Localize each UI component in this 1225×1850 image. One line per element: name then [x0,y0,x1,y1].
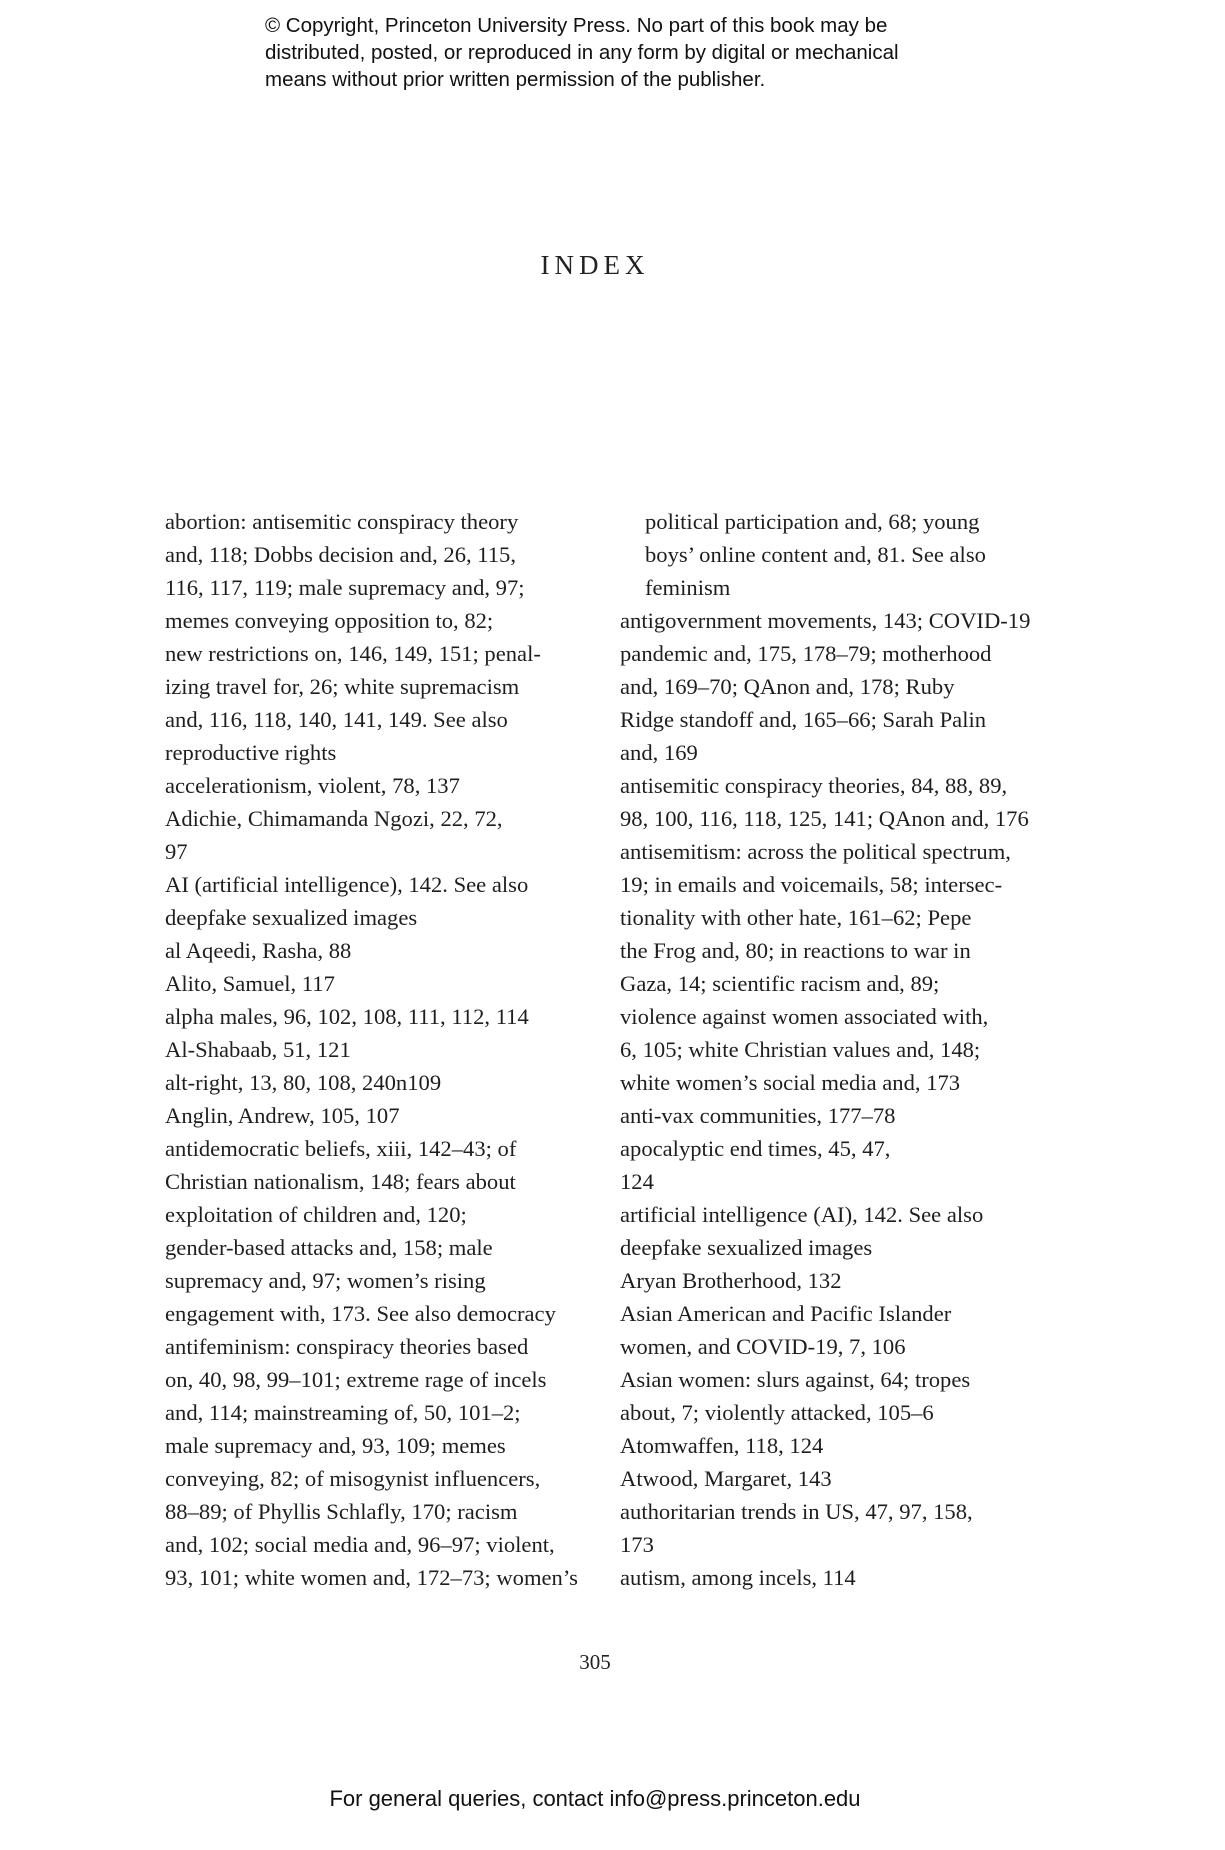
index-line: exploitation of children and, 120; [165,1202,467,1227]
index-entry [165,1000,585,1033]
index-entry [620,1198,1040,1264]
index-line: apocalyptic end times, 45, 47, [620,1136,891,1161]
index-line: and, 114; mainstreaming of, 50, 101–2; [165,1400,521,1425]
index-line: deepfake sexualized images [620,1235,873,1260]
index-line: and, 102; social media and, 96–97; violent, [165,1532,555,1557]
index-line: abortion: antisemitic conspiracy theory [165,509,519,534]
copyright-notice [265,12,1025,93]
index-entry [620,1264,1040,1297]
index-line: white women’s social media and, 173 [620,1070,961,1095]
index-line: Atwood, Margaret, 143 [620,1466,832,1491]
index-line: 19; in emails and voicemails, 58; intersec- [620,872,1003,897]
index-line: 173 [620,1532,654,1557]
index-line: Anglin, Andrew, 105, 107 [165,1103,400,1128]
index-line: pandemic and, 175, 178–79; motherhood [620,641,992,666]
index-entry [620,1561,1040,1594]
index-line: about, 7; violently attacked, 105–6 [620,1400,934,1425]
index-line: gender-based attacks and, 158; male [165,1235,493,1260]
index-line: antigovernment movements, 143; COVID-19 [620,608,1031,633]
index-entry [165,934,585,967]
index-line: 6, 105; white Christian values and, 148; [620,1037,981,1062]
index-entry [165,967,585,1000]
index-line: 124 [620,1169,654,1194]
index-entry [165,868,585,934]
index-line: antidemocratic beliefs, xiii, 142–43; of [165,1136,517,1161]
index-entry [620,1495,1040,1561]
index-entry [620,1429,1040,1462]
index-line: Alito, Samuel, 117 [165,971,335,996]
index-line: the Frog and, 80; in reactions to war in [620,938,971,963]
index-line: Aryan Brotherhood, 132 [620,1268,842,1293]
index-line: accelerationism, violent, 78, 137 [165,773,460,798]
index-line: new restrictions on, 146, 149, 151; penal- [165,641,541,666]
index-line: Gaza, 14; scientific racism and, 89; [620,971,940,996]
copyright-line: distributed, posted, or reproduced in any form by digital or mechanical [265,41,899,64]
index-entry [165,1330,585,1594]
index-line: 97 [165,839,188,864]
index-line: deepfake sexualized images [165,905,418,930]
index-entry-continuation [620,505,1040,604]
index-entry [620,1132,1040,1198]
copyright-line: © Copyright, Princeton University Press. No part of this book may be [265,14,888,37]
index-line: Asian women: slurs against, 64; tropes [620,1367,971,1392]
index-line: conveying, 82; of misogynist influencers, [165,1466,541,1491]
index-line: and, 169–70; QAnon and, 178; Ruby [620,674,955,699]
index-line: women, and COVID-19, 7, 106 [620,1334,906,1359]
index-line: feminism [645,575,731,600]
index-entry [620,1099,1040,1132]
index-line: al Aqeedi, Rasha, 88 [165,938,352,963]
index-entry [620,835,1040,1099]
index-entry [620,1462,1040,1495]
index-entry [620,1363,1040,1429]
index-entry [165,1099,585,1132]
index-entry [620,1297,1040,1363]
index-line: Christian nationalism, 148; fears about [165,1169,516,1194]
index-line: Ridge standoff and, 165–66; Sarah Palin [620,707,987,732]
index-column-left [165,505,585,1594]
index-entry [165,769,585,802]
index-line: authoritarian trends in US, 47, 97, 158, [620,1499,973,1524]
index-line: supremacy and, 97; women’s rising [165,1268,486,1293]
index-entry [620,604,1040,769]
index-line: 98, 100, 116, 118, 125, 141; QAnon and, 176 [620,806,1029,831]
footer-contact: For general queries, contact info@press.princeton.edu [329,1786,861,1811]
index-line: on, 40, 98, 99–101; extreme rage of incels [165,1367,547,1392]
index-line: antisemitism: across the political spectrum, [620,839,1011,864]
index-line: anti-vax communities, 177–78 [620,1103,896,1128]
index-line: boys’ online content and, 81. See also [645,542,986,567]
index-entry [165,1132,585,1330]
index-line: and, 116, 118, 140, 141, 149. See also [165,707,508,732]
index-line: alt-right, 13, 80, 108, 240n109 [165,1070,442,1095]
index-line: 93, 101; white women and, 172–73; women’s [165,1565,578,1590]
index-line: antifeminism: conspiracy theories based [165,1334,529,1359]
index-line: Adichie, Chimamanda Ngozi, 22, 72, [165,806,503,831]
index-line: alpha males, 96, 102, 108, 111, 112, 114 [165,1004,529,1029]
index-line: Al-Shabaab, 51, 121 [165,1037,351,1062]
index-line: Asian American and Pacific Islander [620,1301,952,1326]
page-number: 305 [579,1650,611,1674]
index-line: tionality with other hate, 161–62; Pepe [620,905,972,930]
index-entry [165,1033,585,1066]
index-line: engagement with, 173. See also democracy [165,1301,556,1326]
index-column-right [620,505,1040,1594]
index-line: and, 118; Dobbs decision and, 26, 115, [165,542,516,567]
page-title: INDEX [540,250,650,280]
index-line: artificial intelligence (AI), 142. See also [620,1202,984,1227]
index-entry [165,802,585,868]
index-line: autism, among incels, 114 [620,1565,856,1590]
index-line: violence against women associated with, [620,1004,989,1029]
index-line: reproductive rights [165,740,337,765]
index-entry [165,505,585,769]
index-line: Atomwaffen, 118, 124 [620,1433,824,1458]
index-line: and, 169 [620,740,698,765]
index-line: 88–89; of Phyllis Schlafly, 170; racism [165,1499,518,1524]
index-line: AI (artificial intelligence), 142. See also [165,872,529,897]
index-line: antisemitic conspiracy theories, 84, 88, 89, [620,773,1008,798]
index-line: 116, 117, 119; male supremacy and, 97; [165,575,525,600]
copyright-line: means without prior written permission of the publisher. [265,68,766,91]
index-line: political participation and, 68; young [645,509,980,534]
index-line: male supremacy and, 93, 109; memes [165,1433,506,1458]
index-entry [620,769,1040,835]
index-line: izing travel for, 26; white supremacism [165,674,520,699]
index-entry [165,1066,585,1099]
index-line: memes conveying opposition to, 82; [165,608,494,633]
